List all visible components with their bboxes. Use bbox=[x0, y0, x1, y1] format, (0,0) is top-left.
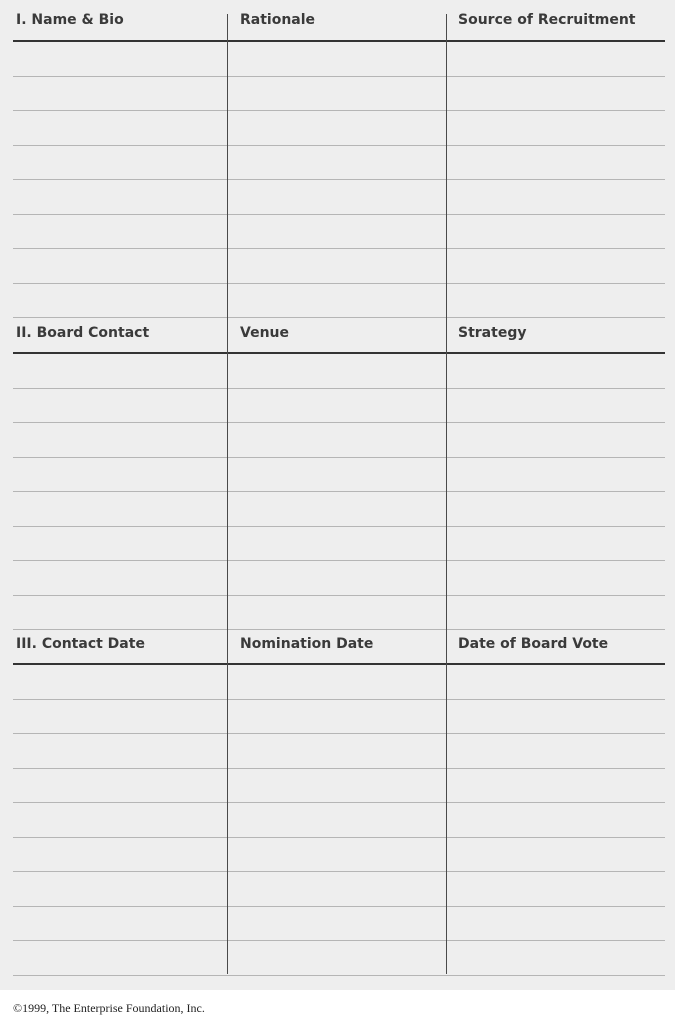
header-board-contact: II. Board Contact bbox=[16, 325, 150, 341]
writing-line bbox=[13, 422, 665, 423]
writing-line bbox=[13, 871, 665, 872]
writing-line bbox=[13, 975, 665, 976]
section-header-row bbox=[13, 626, 665, 668]
writing-line bbox=[13, 699, 665, 700]
section-contact-date bbox=[13, 626, 665, 974]
writing-line bbox=[13, 248, 665, 249]
header-nomination-date: Nomination Date bbox=[240, 636, 374, 652]
writing-lines bbox=[13, 354, 665, 630]
writing-line bbox=[13, 76, 665, 77]
section-name-bio bbox=[13, 0, 665, 316]
section-header-row bbox=[13, 0, 665, 42]
writing-line bbox=[13, 145, 665, 146]
writing-line bbox=[13, 802, 665, 803]
writing-line bbox=[13, 214, 665, 215]
writing-line bbox=[13, 837, 665, 838]
writing-line bbox=[13, 733, 665, 734]
copyright-footer: ©1999, The Enterprise Foundation, Inc. bbox=[13, 1001, 205, 1015]
writing-line bbox=[13, 491, 665, 492]
writing-lines bbox=[13, 42, 665, 318]
writing-line bbox=[13, 179, 665, 180]
column-divider bbox=[446, 14, 447, 974]
writing-line bbox=[13, 940, 665, 941]
header-rationale: Rationale bbox=[240, 12, 316, 28]
writing-line bbox=[13, 906, 665, 907]
writing-line bbox=[13, 388, 665, 389]
header-strategy: Strategy bbox=[458, 325, 527, 341]
section-board-contact bbox=[13, 316, 665, 626]
writing-line bbox=[13, 110, 665, 111]
header-contact-date: III. Contact Date bbox=[16, 636, 145, 652]
writing-line bbox=[13, 595, 665, 596]
writing-line bbox=[13, 526, 665, 527]
header-source-of-recruitment: Source of Recruitment bbox=[458, 12, 636, 28]
header-venue: Venue bbox=[240, 325, 289, 341]
writing-line bbox=[13, 283, 665, 284]
writing-line bbox=[13, 560, 665, 561]
writing-lines bbox=[13, 665, 665, 976]
header-date-of-board-vote: Date of Board Vote bbox=[458, 636, 609, 652]
header-name-bio: I. Name & Bio bbox=[16, 12, 124, 28]
column-divider bbox=[227, 14, 228, 974]
writing-line bbox=[13, 768, 665, 769]
writing-line bbox=[13, 457, 665, 458]
